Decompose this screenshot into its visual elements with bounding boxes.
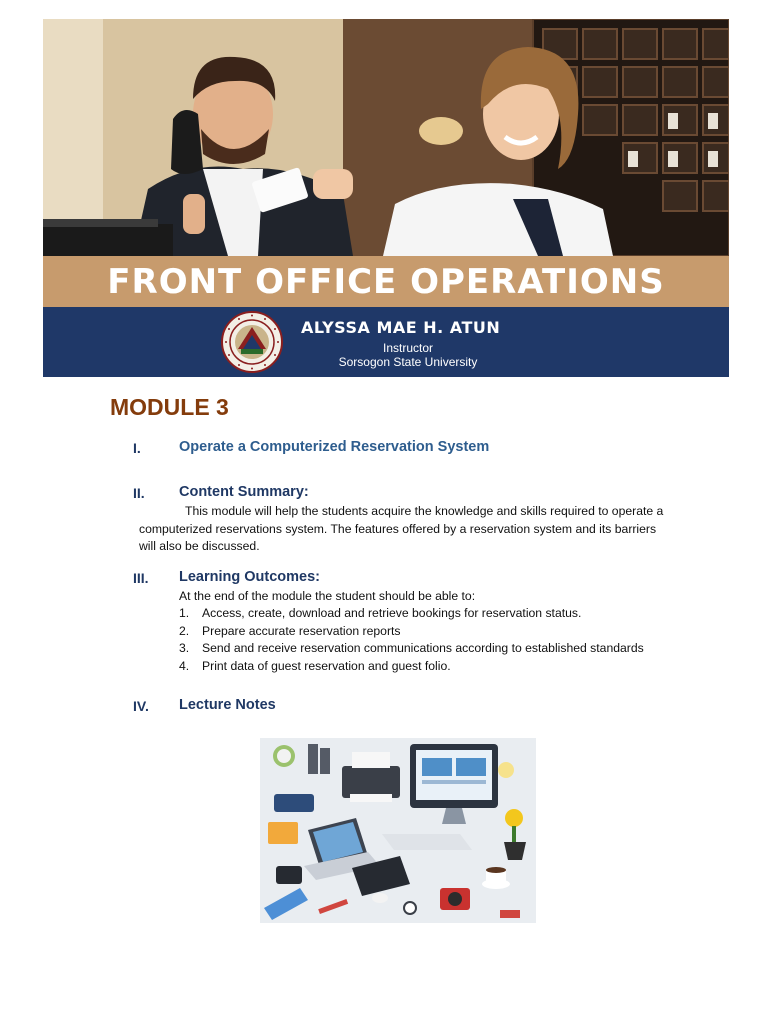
list-item-text: Prepare accurate reservation reports <box>202 623 401 638</box>
banner-photo <box>43 19 729 256</box>
section-4-heading: Lecture Notes <box>179 697 276 713</box>
list-item-number: 4. <box>179 658 190 673</box>
instructor-name: ALYSSA MAE H. ATUN <box>301 318 501 337</box>
course-title: FRONT OFFICE OPERATIONS <box>107 261 665 302</box>
list-item-number: 1. <box>179 606 190 620</box>
list-item-text: Access, create, download and retrieve bookings for reservation status. <box>202 606 582 620</box>
list-item-number: 3. <box>179 641 190 656</box>
list-item <box>179 658 644 676</box>
computer-devices-icon <box>260 738 536 923</box>
list-item <box>179 605 644 623</box>
office-devices-illustration <box>260 738 536 923</box>
list-item-text: Send and receive reservation communications according to established standards <box>202 641 644 656</box>
instructor-bar <box>43 307 729 377</box>
front-desk-photo-illustration <box>43 19 729 256</box>
learning-outcomes-intro: At the end of the module the student should be able to: <box>179 589 476 603</box>
instructor-role: Instructor <box>382 341 433 355</box>
header-banner <box>43 19 729 377</box>
module-title: MODULE 3 <box>110 394 229 420</box>
section-2-heading: Content Summary: <box>179 484 309 500</box>
section-1-heading: Operate a Computerized Reservation System <box>179 439 490 455</box>
university-name: Sorsogon State University <box>338 355 478 369</box>
banner-title-bar <box>43 256 729 307</box>
university-seal-icon <box>221 311 283 373</box>
list-item <box>179 623 644 641</box>
content-summary-text: This module will help the students acquire the knowledge and skills required to operate a computerized reservations system. The features offered by a reservation system and its barriers will also be discussed. <box>139 504 664 553</box>
list-item-text: Print data of guest reservation and guest folio. <box>202 658 451 673</box>
list-item-number: 2. <box>179 623 190 638</box>
section-3-numeral: III. <box>133 570 149 586</box>
section-3-heading: Learning Outcomes: <box>179 569 320 585</box>
section-1-numeral: I. <box>133 440 141 456</box>
section-2-numeral: II. <box>133 485 145 501</box>
list-item <box>179 640 644 658</box>
learning-outcomes-list <box>179 605 644 675</box>
section-4-numeral: IV. <box>133 698 149 714</box>
